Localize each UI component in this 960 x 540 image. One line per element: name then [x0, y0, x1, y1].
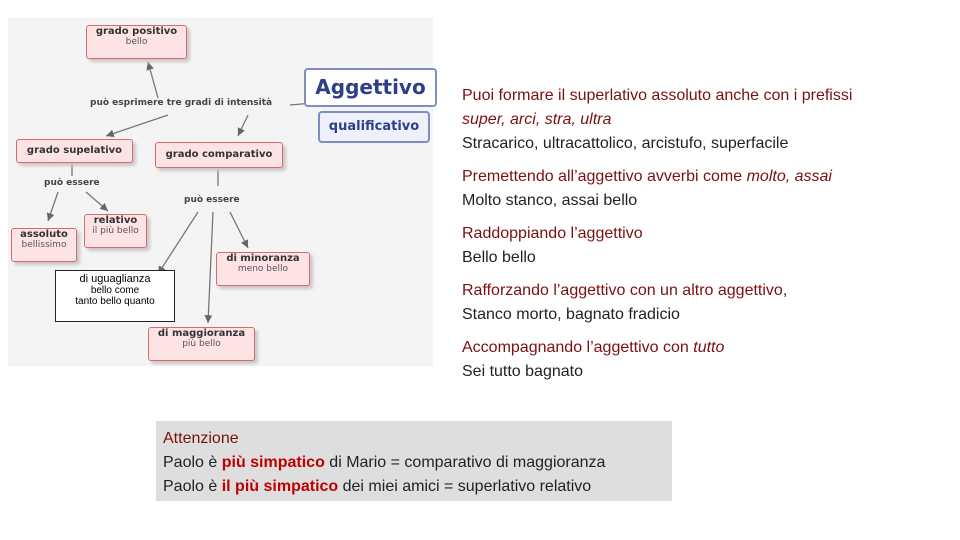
rule-heading-italic: super, arci, stra, ultra	[462, 111, 612, 128]
rule-heading-italic: tutto	[693, 339, 725, 356]
rule-prefissi	[462, 84, 942, 156]
rule-avverbi	[462, 165, 942, 213]
grado-comparativo-box	[155, 142, 283, 168]
assoluto-box	[11, 228, 77, 262]
rule-heading	[462, 84, 942, 132]
rule-heading-text: Accompagnando l’aggettivo con	[462, 339, 694, 356]
arrow-to-maggioranza	[208, 212, 213, 323]
rule-heading-text: Puoi formare il superlativo assoluto anche con i prefissi	[462, 87, 853, 104]
maggioranza-title: di maggioranza	[157, 328, 246, 339]
qualificativo-box	[318, 111, 430, 143]
relativo-example: il più bello	[92, 226, 139, 236]
label-puo-essere-comparativo: può essere	[184, 195, 240, 205]
note-line-1-post: di Mario = comparativo di maggioranza	[324, 454, 606, 471]
rule-example: Bello bello	[462, 249, 536, 266]
label-tre-gradi: può esprimere tre gradi di intensità	[90, 98, 273, 108]
rule-heading-suffix: ,	[782, 282, 788, 299]
note-line-2	[163, 475, 665, 499]
note-line-2-highlight: il più simpatico	[221, 478, 339, 495]
rule-example: Stracarico, ultracattolico, arcistufo, superfacile	[462, 135, 789, 152]
uguaglianza-title: di uguaglianza	[79, 273, 151, 285]
aggettivo-box	[304, 68, 437, 107]
rule-heading	[462, 279, 942, 303]
note-title: Attenzione	[163, 430, 239, 447]
rule-heading	[462, 165, 942, 189]
attenzione-note	[156, 421, 672, 501]
rule-heading-text: Premettendo all’aggettivo avverbi come	[462, 168, 747, 185]
grado-positivo-title: grado positivo	[95, 26, 178, 37]
note-line-2-pre: Paolo è	[163, 478, 222, 495]
maggioranza-box	[148, 327, 255, 361]
grado-superlativo-title: grado supelativo	[26, 145, 123, 156]
rule-raddoppio	[462, 222, 942, 270]
grado-comparativo-title: grado comparativo	[165, 149, 273, 160]
uguaglianza-example-1: bello come	[90, 285, 140, 296]
minoranza-example: meno bello	[237, 264, 289, 274]
rule-heading-italic: molto, assai	[746, 168, 832, 185]
uguaglianza-box	[55, 270, 175, 322]
arrow-to-assoluto	[48, 192, 58, 221]
minoranza-title: di minoranza	[226, 253, 300, 264]
arrow-to-minoranza	[230, 212, 248, 248]
note-line-2-post: dei miei amici = superlativo relativo	[338, 478, 592, 495]
rule-heading-text: Rafforzando l’aggettivo con un altro aggettivo	[462, 282, 783, 299]
relativo-title: relativo	[93, 215, 138, 226]
rule-rafforzamento	[462, 279, 942, 327]
rule-heading: Raddoppiando l’aggettivo	[462, 225, 643, 242]
arrow-to-positivo	[148, 62, 158, 98]
rule-example: Molto stanco, assai bello	[462, 192, 638, 209]
qualificativo-title: qualificativo	[328, 119, 420, 134]
arrow-to-comparativo	[238, 115, 248, 136]
rule-example: Sei tutto bagnato	[462, 363, 583, 380]
grado-superlativo-box	[16, 139, 133, 163]
arrow-to-superlativo	[106, 115, 168, 136]
arrow-to-relativo	[86, 192, 108, 211]
rule-example: Stanco morto, bagnato fradicio	[462, 306, 680, 323]
note-line-1-pre: Paolo è	[163, 454, 222, 471]
note-line-1	[163, 451, 665, 475]
uguaglianza-example-2: tanto bello quanto	[75, 296, 155, 307]
arrow-to-uguaglianza	[158, 212, 198, 274]
assoluto-example: bellissimo	[21, 240, 67, 250]
relativo-box	[84, 214, 147, 248]
assoluto-title: assoluto	[20, 229, 68, 240]
note-line-1-highlight: più simpatico	[221, 454, 325, 471]
grado-positivo-example: bello	[125, 37, 148, 47]
rule-tutto	[462, 336, 942, 384]
maggioranza-example: più bello	[182, 339, 221, 349]
minoranza-box	[216, 252, 310, 286]
rules-list	[462, 84, 942, 393]
grado-positivo-box	[86, 25, 187, 59]
aggettivo-title: Aggettivo	[315, 75, 426, 99]
label-puo-essere-superlativo: può essere	[44, 178, 100, 188]
rule-heading	[462, 336, 942, 360]
